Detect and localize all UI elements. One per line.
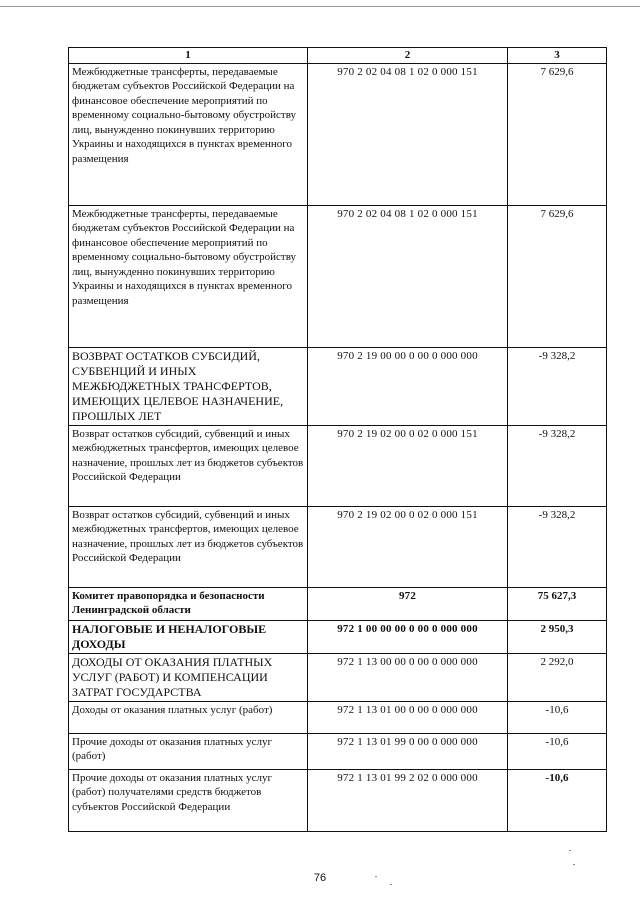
row-description: Межбюджетные трансферты, передаваемые бюджетам субъектов Российской Федерации на финансовое обеспечение мероприятий по временному социально-бытовому обустройству лиц, вынужденно покинувших территорию Украины и находящихся в пунктах временного размещения [69, 205, 308, 347]
table-row [69, 620, 607, 653]
row-amount: -10,6 [508, 701, 607, 733]
row-description: Возврат остатков субсидий, субвенций и иных межбюджетных трансфертов, имеющих целевое назначение, прошлых лет из бюджетов субъектов Российской Федерации [69, 425, 308, 506]
table-row [69, 506, 607, 587]
row-description: ВОЗВРАТ ОСТАТКОВ СУБСИДИЙ, СУБВЕНЦИЙ И ИНЫХ МЕЖБЮДЖЕТНЫХ ТРАНСФЕРТОВ, ИМЕЮЩИХ ЦЕЛЕВОЕ НАЗНАЧЕНИЕ, ПРОШЛЫХ ЛЕТ [69, 347, 308, 425]
row-amount: -9 328,2 [508, 506, 607, 587]
table-row [69, 701, 607, 733]
table-row [69, 653, 607, 701]
row-description: Прочие доходы от оказания платных услуг (работ) [69, 733, 308, 769]
row-description: НАЛОГОВЫЕ И НЕНАЛОГОВЫЕ ДОХОДЫ [69, 620, 308, 653]
row-amount: -10,6 [508, 769, 607, 831]
scan-speck [390, 884, 392, 885]
column-header-3: 3 [508, 48, 607, 64]
table-header-row [69, 48, 607, 64]
table-row [69, 63, 607, 205]
scan-speck [569, 850, 571, 851]
row-code: 970 2 19 00 00 0 00 0 000 000 [308, 347, 508, 425]
row-description: Прочие доходы от оказания платных услуг (работ) получателями средств бюджетов субъектов Российской Федерации [69, 769, 308, 831]
row-code: 972 1 13 01 00 0 00 0 000 000 [308, 701, 508, 733]
row-code: 972 1 00 00 00 0 00 0 000 000 [308, 620, 508, 653]
row-amount: -9 328,2 [508, 347, 607, 425]
table-row [69, 769, 607, 831]
row-code: 970 2 02 04 08 1 02 0 000 151 [308, 205, 508, 347]
row-amount: 75 627,3 [508, 587, 607, 620]
table-row [69, 347, 607, 425]
row-amount: 7 629,6 [508, 63, 607, 205]
row-code: 972 [308, 587, 508, 620]
column-header-1: 1 [69, 48, 308, 64]
row-code: 972 1 13 00 00 0 00 0 000 000 [308, 653, 508, 701]
row-code: 970 2 19 02 00 0 02 0 000 151 [308, 425, 508, 506]
row-description: ДОХОДЫ ОТ ОКАЗАНИЯ ПЛАТНЫХ УСЛУГ (РАБОТ) И КОМПЕНСАЦИИ ЗАТРАТ ГОСУДАРСТВА [69, 653, 308, 701]
budget-revenue-table [68, 47, 607, 832]
row-amount: 7 629,6 [508, 205, 607, 347]
row-amount: -10,6 [508, 733, 607, 769]
column-header-2: 2 [308, 48, 508, 64]
table-row [69, 425, 607, 506]
scan-speck [573, 864, 575, 865]
table-row [69, 205, 607, 347]
row-code: 972 1 13 01 99 2 02 0 000 000 [308, 769, 508, 831]
row-amount: -9 328,2 [508, 425, 607, 506]
row-code: 972 1 13 01 99 0 00 0 000 000 [308, 733, 508, 769]
row-code: 970 2 19 02 00 0 02 0 000 151 [308, 506, 508, 587]
row-description: Комитет правопорядка и безопасности Ленинградской области [69, 587, 308, 620]
page-number: 76 [313, 872, 327, 884]
page-top-rule [0, 6, 640, 7]
row-description: Возврат остатков субсидий, субвенций и иных межбюджетных трансфертов, имеющих целевое назначение, прошлых лет из бюджетов субъектов Российской Федерации [69, 506, 308, 587]
row-code: 970 2 02 04 08 1 02 0 000 151 [308, 63, 508, 205]
row-description: Межбюджетные трансферты, передаваемые бюджетам субъектов Российской Федерации на финансовое обеспечение мероприятий по временному социально-бытовому обустройству лиц, вынужденно покинувших территорию Украины и находящихся в пунктах временного размещения [69, 63, 308, 205]
table-row [69, 733, 607, 769]
row-description: Доходы от оказания платных услуг (работ) [69, 701, 308, 733]
table-row [69, 587, 607, 620]
scan-speck [375, 876, 377, 877]
row-amount: 2 950,3 [508, 620, 607, 653]
row-amount: 2 292,0 [508, 653, 607, 701]
